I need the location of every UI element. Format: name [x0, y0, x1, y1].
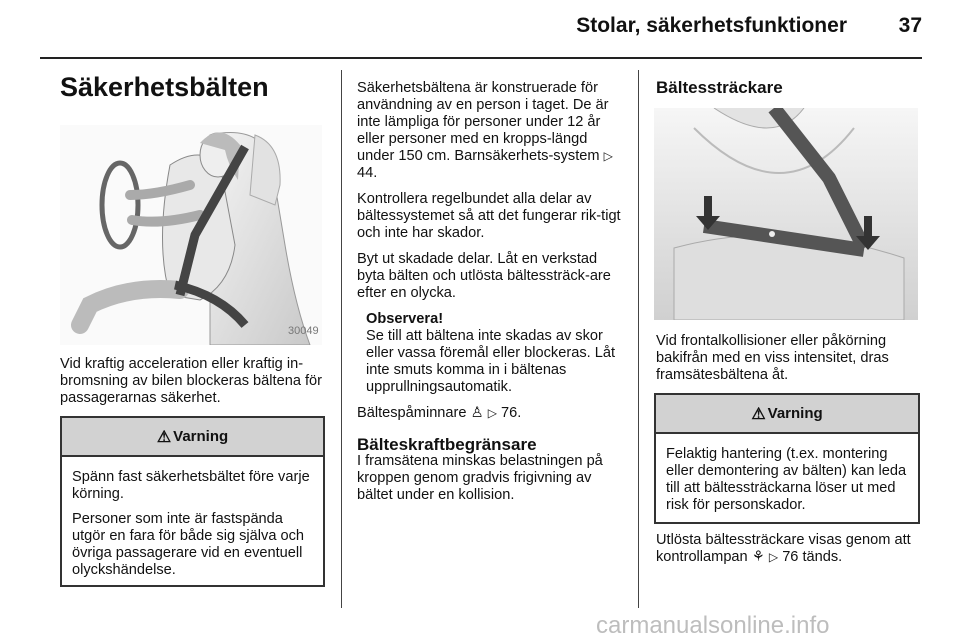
seatbelt-reminder-icon: ♙	[470, 405, 484, 421]
warning-text-1: Spänn fast säkerhetsbältet före varje körning.	[72, 469, 310, 502]
warning-header	[656, 395, 918, 434]
seatbelt-paragraph: Vid kraftig acceleration eller kraftig in-bromsning av bilen blockeras bältena för passagerarnas säkerhet.	[60, 356, 323, 406]
column-divider-left	[341, 70, 342, 608]
warning-box-seatbelts	[60, 416, 325, 587]
warning-header	[62, 418, 323, 457]
page-ref-44[interactable]: 44.	[357, 165, 378, 181]
page-ref-icon: ▷	[603, 149, 613, 163]
column-divider-right	[638, 70, 639, 608]
page-ref-icon: ▷	[768, 550, 779, 564]
warning-text: Felaktig hantering (t.ex. montering eller demontering av bälten) kan leda till att bältessträckarna löser ut med risk för personskador.	[666, 446, 907, 513]
warning-title: Varning	[173, 428, 229, 445]
header-rule	[40, 57, 922, 59]
warning-triangle-icon: ⚠	[751, 405, 766, 423]
control-lamp-paragraph: Utlösta bältessträckare visas genom att kontrollampan ⚘ ▷ 76 tänds.	[656, 532, 911, 565]
section-heading-pretensioners: Bältessträckare	[656, 78, 783, 97]
reminder-line: Bältespåminnare ♙ ▷ 76.	[357, 405, 522, 421]
page-header-title: Stolar, säkerhetsfunktioner	[576, 14, 847, 37]
page-number: 37	[898, 14, 922, 37]
airbag-lamp-icon: ⚘	[751, 549, 765, 565]
warning-text-2: Personer som inte är fastspända utgör en fara för både sig själva och övriga passagerare vid en eventuell olyckshändelse.	[72, 511, 305, 578]
pretensioner-paragraph: Vid frontalkollisioner eller påkörning bakifrån med en viss intensitet, dras framsätesbältena åt.	[656, 333, 889, 383]
force-limiter-text: I framsätena minskas belastningen på kroppen genom gradvis frigivning av bältet under en kollision.	[357, 453, 603, 503]
replace-paragraph: Byt ut skadade delar. Låt en verkstad byta bälten och utlösta bältessträck-are efter en olycka.	[357, 251, 611, 301]
watermark: carmanualsonline.info	[596, 612, 830, 639]
section-heading-seatbelts: Säkerhetsbälten	[60, 72, 269, 102]
pretensioner-illustration	[654, 108, 918, 320]
subheading-force-limiter: Bälteskraftbegränsare	[357, 435, 537, 454]
design-paragraph: Säkerhetsbältena är konstruerade för användning av en person i taget. De är inte lämpliga för personer under 12 år eller personer med en kropps-längd under 150 cm. Barnsäkerhets-system ▷ 44.	[357, 80, 613, 181]
page-ref-76[interactable]: 76 tänds.	[782, 549, 843, 565]
warning-title: Varning	[767, 405, 823, 422]
check-paragraph: Kontrollera regelbundet alla delar av bältessystemet så att det fungerar rik-tigt och inte har skador.	[357, 191, 621, 241]
note-text: Se till att bältena inte skadas av skor eller vassa föremål eller blockeras. Låt inte smuts komma in i bältenas upprullningsautomatik.	[366, 328, 616, 395]
page-ref-icon: ▷	[487, 406, 497, 420]
warning-triangle-icon: ⚠	[156, 428, 172, 446]
note-block	[357, 311, 627, 396]
warning-box-pretensioners	[654, 393, 920, 524]
page-ref-76[interactable]: 76.	[501, 405, 522, 421]
figure-number: 30049	[288, 325, 319, 337]
seatbelt-driver-illustration	[60, 125, 322, 345]
note-title: Observera!	[366, 311, 444, 327]
